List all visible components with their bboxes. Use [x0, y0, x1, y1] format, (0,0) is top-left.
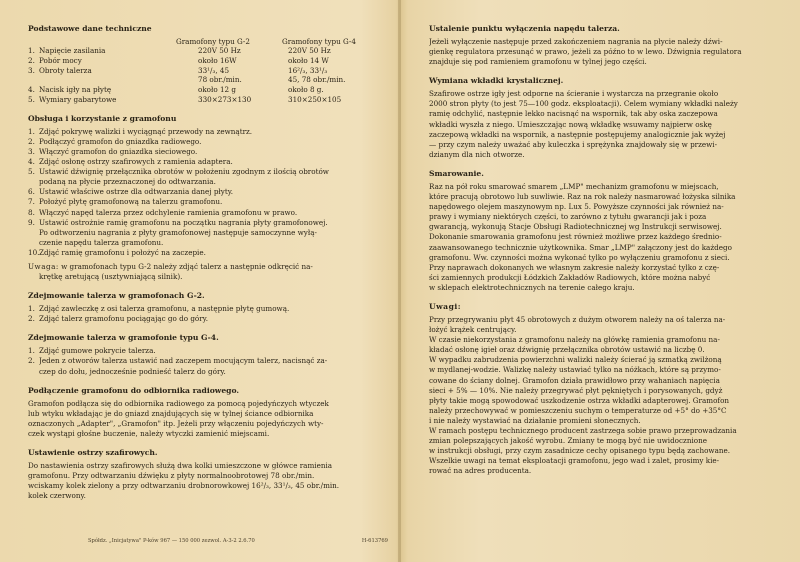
- cartridge-line: dzianym dla nich otworze.: [429, 149, 525, 159]
- specs-value-g4: 310×250×105: [288, 94, 342, 104]
- specs-value-g4: około 14 W: [288, 55, 329, 65]
- specs-column-headers: [28, 37, 386, 46]
- usage-text: Zdjąć osłonę ostrzy szafirowych z ramienia adaptera.: [39, 157, 233, 167]
- right-column: [429, 24, 791, 476]
- left-page: [0, 0, 398, 562]
- usage-item: [28, 147, 386, 157]
- connect-heading: Podłączenie gramofonu do odbiornika radiowego.: [28, 385, 240, 395]
- notes-line: w instrukcji obsługi, przy czym zasadnicze cechy opisanego typu będą zachowane.: [429, 446, 731, 456]
- lubrication-line: Raz na pół roku smarować smarem „LMP" mechanizm gramofonu w miejscach,: [429, 181, 719, 191]
- notes-line: sieci + 5% — 10%. Nie należy przegrywać płyt pękniętych i porysowanych, gdyż: [429, 385, 723, 395]
- specs-row-text: Wymiary gabarytowe: [39, 94, 117, 104]
- usage-number: 4.: [28, 157, 35, 167]
- specs-col-g4: Gramofony typu G-4: [282, 37, 356, 46]
- usage-item: [28, 228, 386, 238]
- usage-heading: Obsługa i korzystanie z gramofonu: [28, 113, 177, 123]
- specs-row-number: 5.: [28, 94, 35, 104]
- cartridge-line: — przy czym należy uważać aby kuleczka i sprężynka znajdowały się w przewi-: [429, 139, 718, 149]
- specs-heading: Podstawowe dane techniczne: [28, 24, 152, 33]
- specs-row-text: Obroty talerza: [39, 65, 92, 75]
- print-code: H-613769: [361, 538, 388, 544]
- usage-number: 3.: [28, 146, 35, 156]
- usage-number: 6.: [28, 187, 35, 197]
- notes-line: Przy przegrywaniu płyt 45 obrotowych z dużym otworem należy na oś talerza na-: [429, 314, 726, 324]
- usage-text: podaną na płycie przeznaczonej do odtwarzania.: [39, 177, 216, 187]
- specs-row-label: [28, 66, 176, 76]
- usage-number: 9.: [28, 217, 35, 227]
- usage-text: Podłączyć gramofon do gniazdka radiowego.: [39, 136, 202, 146]
- connect-line: Gramofon podłącza się do odbiornika radiowego za pomocą pojedyńczych wtyczek: [28, 398, 329, 408]
- notes-line: kładać osłonę igieł oraz dźwignię przełącznika obrotów ustawić na liczbę 0.: [429, 345, 705, 355]
- remove-g4-list: [28, 346, 386, 376]
- notes-line: rować na adres producenta.: [429, 466, 532, 476]
- notes-line: W wypadku zabrudzenia powierzchni walizki należy ścierać ją szmatką zwilżoną: [429, 355, 722, 365]
- usage-number: 7.: [28, 197, 35, 207]
- remove-g4-heading: Zdejmowanie talerza w gramofonie typu G-4.: [28, 333, 219, 343]
- left-column: [28, 24, 386, 501]
- usage-text: Ustawić dźwignię przełącznika obrotów w położeniu zgodnym z ilością obrotów: [39, 167, 329, 177]
- usage-note-label: Uwaga:: [28, 262, 59, 271]
- specs-row-label: [28, 95, 176, 105]
- specs-value-g4: 45, 78 obr./min.: [288, 75, 346, 85]
- remove-g4-number: 2.: [28, 356, 35, 366]
- usage-item: [28, 137, 386, 147]
- usage-text: Położyć płytę gramofonową na talerzu gramofonu.: [39, 197, 223, 207]
- remove-g2-item: [28, 314, 386, 324]
- remove-g2-number: 2.: [28, 314, 35, 324]
- usage-item: [28, 167, 386, 177]
- specs-row-number: 3.: [28, 65, 35, 75]
- notes-heading: Uwagi:: [429, 301, 462, 311]
- sapphire-line: kolek czerwony.: [28, 491, 86, 501]
- printer-info: Spółdz. „Inicjatywa" P-ków 967 — 150 000 zezwol. A-3-2 2.6.70: [88, 538, 255, 544]
- lubrication-line: gwarancją, wykonują Stacje Obsługi Radiotechnicznej wg Instrukcji serwisowej.: [429, 222, 722, 232]
- notes-line: w mydlanej-wodzie. Walizkę należy ustawiać tylko na nóżkach, które są przymo-: [429, 365, 721, 375]
- specs-row-number: [28, 75, 39, 85]
- specs-row-number: 2.: [28, 55, 35, 65]
- connect-paragraph: [28, 399, 386, 439]
- specs-value-g2: 330×273×130: [198, 94, 252, 104]
- remove-g2-heading: Zdejmowanie talerza w gramofonach G-2.: [28, 291, 205, 301]
- specs-row-label: [28, 75, 176, 85]
- usage-item: [28, 187, 386, 197]
- specs-col-g2: Gramofony typu G-2: [176, 37, 250, 46]
- specs-row: [28, 85, 386, 95]
- connect-line: lub wtyku wkładając je do gniazd znajdujących się w tylnej ściance odbiornika: [28, 408, 314, 418]
- usage-number: 2.: [28, 136, 35, 146]
- remove-g2-number: 1.: [28, 304, 35, 314]
- remove-g4-text: czep do dołu, jednocześnie podnieść talerz do góry.: [39, 366, 226, 376]
- specs-row-number: 4.: [28, 85, 35, 95]
- lubrication-line: prawy i wymiany niektórych części, to zarówno z tytułu gwarancji jak i poza: [429, 212, 707, 222]
- lubrication-heading: Smarowanie.: [429, 168, 484, 178]
- notes-paragraph: [429, 315, 791, 477]
- specs-value-g2: około 16W: [198, 55, 237, 65]
- specs-value-g2: 78 obr./min.: [198, 75, 242, 85]
- specs-value-g2: 220V 50 Hz: [198, 46, 241, 55]
- usage-note-line-1: w gramofonach typu G-2 należy zdjąć talerz a następnie odkręcić na-: [58, 262, 313, 271]
- lubrication-line: Przy naprawach dokonanych we własnym zakresie należy korzystać tylko z czę-: [429, 262, 720, 272]
- stop-line: Jeżeli wyłączenie następuje przed zakończeniem nagrania na płycie należy dźwi-: [429, 37, 723, 46]
- usage-text: Ustawić ostrożnie ramię gramofonu na początku nagrania płyty gramofonowej.: [39, 217, 328, 227]
- lubrication-line: w sklepach elektrotechnicznych na terenie całego kraju.: [429, 282, 635, 292]
- notes-line: należy przechowywać w pomieszczeniu suchym o temperaturze od +5° do +35°C: [429, 405, 727, 415]
- sapphire-heading: Ustawienie ostrzy szafirowych.: [28, 448, 158, 458]
- lubrication-line: gramofonu. Ww. czynności można wykonać tylko po wyłączeniu gramofonu z sieci.: [429, 252, 730, 262]
- specs-row-label: [28, 46, 176, 56]
- notes-line: płyty takie mogą spowodować uszkodzenie ostrza wkładki adapterowej. Gramofon: [429, 395, 730, 405]
- usage-text: czenie napędu talerza gramofonu.: [39, 237, 164, 247]
- usage-text: Zdjąć pokrywę walizki i wyciągnąć przewody na zewnątrz.: [39, 126, 253, 136]
- usage-text: Zdjąć ramię gramofonu i położyć na zaczepie.: [39, 247, 206, 257]
- notes-line: łożyć krążek centrujący.: [429, 325, 517, 335]
- usage-text: Włączyć gramofon do gniazdka sieciowego.: [39, 146, 198, 156]
- cartridge-line: Szafirowe ostrze igły jest odporne na ścieranie i wystarcza na przegranie około: [429, 89, 719, 99]
- lubrication-line: które pracują obrotowo lub suwliwie. Raz na rok należy nasmarować łożyska silnika: [429, 192, 736, 202]
- lubrication-line: napędowego olejem maszynowym np. Lux 5. Powyższe czynności jak również na-: [429, 202, 724, 212]
- usage-item: [28, 157, 386, 167]
- remove-g4-item: [28, 356, 386, 366]
- usage-note: [28, 262, 386, 272]
- usage-number: 5.: [28, 167, 35, 177]
- usage-text: Włączyć napęd talerza przez odchylenie ramienia gramofonu w prawo.: [39, 207, 298, 217]
- connect-line: oznaczonych „Adapter", „Gramofon" itp. Jeżeli przy włączeniu pojedyńczych wty-: [28, 418, 324, 428]
- sapphire-line: wciskamy kolek zielony a przy odtwarzaniu drobnorowkowej 16²/₃, 33¹/₃, 45 obr./min.: [28, 481, 340, 491]
- usage-item: [28, 218, 386, 228]
- specs-table: [28, 46, 386, 105]
- connect-line: czek wystąpi głośne buczenie, należy wtyczki zamienić miejscami.: [28, 428, 270, 438]
- specs-value-g4: 16²/₃, 33¹/₃: [288, 65, 328, 75]
- cartridge-heading: Wymiana wkładki krystalicznej.: [429, 76, 564, 86]
- usage-item: [28, 208, 386, 218]
- usage-number: 8.: [28, 207, 35, 217]
- sapphire-line: Do nastawienia ostrzy szafirowych służą dwa kolki umieszczone w główce ramienia: [28, 461, 333, 471]
- cartridge-line: 2000 stron płyty (to jest 75—100 godz. eksploatacji). Celem wymiany wkładki należy: [429, 99, 738, 109]
- specs-row: [28, 95, 386, 105]
- cartridge-paragraph: [429, 89, 791, 160]
- remove-g2-text: Zdjąć talerz gramofonu pociągając go do góry.: [39, 314, 209, 324]
- specs-row-label: [28, 56, 176, 66]
- usage-item: [28, 238, 386, 248]
- notes-line: W czasie niekorzystania z gramofonu należy na główkę ramienia gramofonu na-: [429, 335, 720, 345]
- specs-row-label: [28, 85, 176, 95]
- usage-text: Po odtworzeniu nagrania z płyty gramofonowej następuje samoczynne wyłą-: [39, 227, 317, 237]
- usage-number: 10.: [28, 247, 40, 257]
- usage-note-line-2: krętkę aretującą (usztywniającą silnik).: [39, 272, 183, 282]
- notes-line: Wszelkie uwagi na temat eksploatacji gramofonu, jego wad i zalet, prosimy kie-: [429, 456, 720, 466]
- print-footer: [88, 538, 388, 545]
- specs-value-g4: około 8 g.: [288, 85, 324, 95]
- usage-item: [28, 197, 386, 207]
- specs-value-g2: około 12 g: [198, 85, 236, 95]
- specs-row-text: Pobór mocy: [39, 55, 82, 65]
- remove-g4-item: [28, 367, 386, 377]
- specs-value-g4: 220V 50 Hz: [288, 46, 331, 55]
- remove-g4-number: 1.: [28, 346, 35, 356]
- lubrication-paragraph: [429, 182, 791, 293]
- right-page: [401, 0, 800, 562]
- specs-row-text: Nacisk igły na płytę: [39, 85, 112, 95]
- stop-line: gienkę regulatora przesunąć w prawo, jeżeli za późno to w lewo. Dźwignia regulatora: [429, 47, 742, 57]
- lubrication-line: Dokonanie smarowania gramofonu jest również możliwe przez każdego średnio-: [429, 232, 722, 242]
- cartridge-line: ramię odchylić, następnie lekko nacisnąć na wspornik, tak aby oska zaczepowa: [429, 109, 718, 119]
- sapphire-line: gramofonu. Przy odtwarzaniu dźwięku z płyty normalnoobrotowej 78 obr./min.: [28, 471, 315, 481]
- specs-value-g2: 33¹/₃, 45: [198, 65, 230, 75]
- specs-row: [28, 75, 386, 85]
- remove-g4-text: Zdjąć gumowe pokrycie talerza.: [39, 346, 156, 356]
- notes-line: cowane do ściany dolnej. Gramofon działa prawidłowo przy wahaniach napięcia: [429, 375, 720, 385]
- notes-line: i nie należy wystawiać na działanie promieni słonecznych.: [429, 415, 641, 425]
- remove-g2-item: [28, 304, 386, 314]
- sapphire-paragraph: [28, 461, 386, 501]
- specs-row-text: Napięcie zasilania: [39, 46, 106, 55]
- stop-heading: Ustalenie punktu wyłączenia napędu talerza.: [429, 24, 620, 33]
- stop-paragraph: [429, 37, 791, 67]
- usage-text: Ustawić właściwe ostrze dla odtwarzania danej płyty.: [39, 187, 234, 197]
- remove-g4-text: Jeden z otworów talerza ustawić nad zaczepem mocującym talerz, nacisnąć za-: [39, 356, 328, 366]
- specs-row: [28, 46, 386, 56]
- specs-row: [28, 56, 386, 66]
- remove-g2-text: Zdjąć zawleczkę z osi talerza gramofonu, a następnie płytę gumową.: [39, 304, 290, 314]
- usage-item: [28, 127, 386, 137]
- lubrication-line: zaawansowanego technicznie użytkownika. Smar „LMP" załączony jest do każdego: [429, 242, 732, 252]
- remove-g4-item: [28, 346, 386, 356]
- cartridge-line: wkładki wyszła z niego. Umieszczając nową wkładkę wsuwamy najpierw oskę: [429, 119, 712, 129]
- usage-item: [28, 177, 386, 187]
- notes-line: W ramach postępu technicznego producent zastrzega sobie prawo przeprowadzania: [429, 426, 737, 435]
- usage-list: [28, 127, 386, 258]
- notes-line: zmian polepszających jakość wyrobu. Zmiany te mogą być nie uwidocznione: [429, 436, 707, 446]
- cartridge-line: zaczepową wkładki na wspornik, a następnie postępujemy analogicznie jak wyżej: [429, 129, 726, 139]
- usage-item: [28, 248, 386, 258]
- specs-row-number: 1.: [28, 46, 35, 55]
- specs-row: [28, 66, 386, 76]
- stop-line: znajduje się pod ramieniem gramofonu w tylnej jego części.: [429, 57, 647, 67]
- usage-number: 1.: [28, 126, 35, 136]
- remove-g2-list: [28, 304, 386, 324]
- lubrication-line: ści zamiennych produkcji Łódzkich Zakładów Radiowych, które można nabyć: [429, 272, 711, 282]
